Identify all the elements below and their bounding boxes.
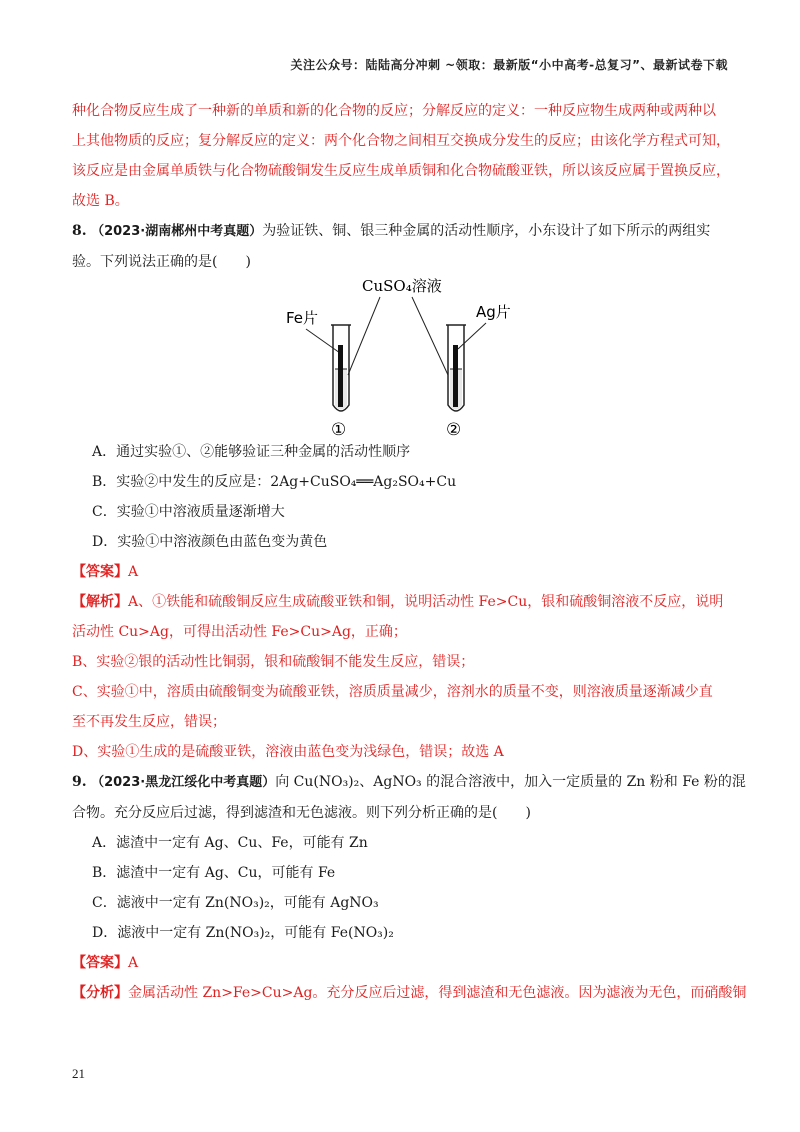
analysis-tag: 【解析】: [72, 594, 128, 610]
option-a: A．滤渣中一定有 Ag、Cu、Fe，可能有 Zn: [92, 835, 368, 851]
leader-line: [306, 329, 340, 353]
intro-line: 该反应是由金属单质铁与化合物硫酸铜发生反应生成单质铜和化合物硫酸亚铁，所以该反应属于置换反应，: [72, 163, 730, 179]
question-number: 9.: [72, 774, 87, 790]
intro-line: 上其他物质的反应；复分解反应的定义：两个化合物之间相互交换成分发生的反应；由该化学方程式可知，: [72, 133, 730, 149]
solution-label: CuSO₄溶液: [362, 277, 442, 295]
option-a: A．通过实验①、②能够验证三种金属的活动性顺序: [92, 444, 411, 460]
option-b: B．滤渣中一定有 Ag、Cu，可能有 Fe: [92, 865, 336, 881]
test-tube-2: [446, 325, 466, 411]
fe-strip: [338, 345, 343, 407]
question-stem: [72, 767, 746, 798]
analysis-line: [72, 978, 747, 1008]
answer-tag: 【答案】: [72, 955, 128, 971]
ag-strip: [453, 345, 458, 407]
analysis-line: D、实验①生成的是硫酸亚铁，溶液由蓝色变为浅绿色，错误；故选 A: [72, 744, 504, 760]
question-stem: [72, 216, 732, 247]
intro-line: 故选 B。: [72, 193, 129, 209]
page-header: 关注公众号：陆陆高分冲刺 ~领取：最新版“小中高考-总复习”、最新试卷下载: [290, 58, 728, 72]
option-c: C．滤液中一定有 Zn(NO₃)₂，可能有 AgNO₃: [92, 895, 379, 911]
ag-label: Ag片: [476, 303, 511, 321]
analysis-line: 活动性 Cu>Ag，可得出活动性 Fe>Cu>Ag，正确；: [72, 624, 407, 640]
analysis-text: 金属活动性 Zn>Fe>Cu>Ag。充分反应后过滤，得到滤渣和无色滤液。因为滤液为无色，而硝酸铜: [128, 985, 747, 1001]
page-number: 21: [72, 1066, 85, 1081]
analysis-line: 至不再发生反应，错误；: [72, 714, 226, 730]
intro-explanation: [72, 96, 732, 216]
question-9: [72, 767, 747, 1008]
answer-value: A: [128, 564, 139, 580]
analysis-line: C、实验①中，溶质由硫酸铜变为硫酸亚铁，溶质质量减少，溶剂水的质量不变，则溶液质量逐渐减少直: [72, 684, 713, 700]
answer-tag: 【答案】: [72, 564, 128, 580]
question-text: 为验证铁、铜、银三种金属的活动性顺序，小东设计了如下所示的两组实: [262, 223, 711, 239]
option-d: D．实验①中溶液颜色由蓝色变为黄色: [92, 534, 328, 550]
question-text: 合物。充分反应后过滤，得到滤渣和无色滤液。则下列分析正确的是( ): [72, 805, 531, 821]
experiment-figure: [72, 277, 732, 437]
question-text: 向 Cu(NO₃)₂、AgNO₃ 的混合溶液中，加入一定质量的 Zn 粉和 Fe 粉的混: [275, 774, 746, 790]
analysis-line: B、实验②银的活动性比铜弱，银和硫酸铜不能发生反应，错误；: [72, 654, 475, 670]
leader-line: [348, 297, 380, 375]
option-d: D．滤液中一定有 Zn(NO₃)₂，可能有 Fe(NO₃)₂: [92, 925, 394, 941]
tube-2-number: ②: [446, 420, 462, 437]
question-source: （2023·湖南郴州中考真题）: [91, 224, 263, 239]
question-8: [72, 216, 732, 767]
answer-value: A: [128, 955, 139, 971]
answer-line: [72, 948, 732, 978]
option-b: B．实验②中发生的反应是：2Ag+CuSO₄══Ag₂SO₄+Cu: [92, 474, 457, 490]
question-source: （2023·黑龙江绥化中考真题）: [91, 775, 276, 790]
test-tubes-diagram: [72, 277, 732, 437]
leader-line: [412, 297, 448, 375]
analysis-tag: 【分析】: [72, 985, 128, 1001]
option-c: C．实验①中溶液质量逐渐增大: [92, 504, 285, 520]
question-text: 验。下列说法正确的是( ): [72, 254, 251, 270]
question-number: 8.: [72, 223, 87, 239]
analysis-line: [72, 587, 732, 617]
test-tube-1: [331, 325, 351, 411]
tube-1-number: ①: [331, 420, 347, 437]
fe-label: Fe片: [286, 309, 319, 327]
analysis-text: A、①铁能和硫酸铜反应生成硫酸亚铁和铜，说明活动性 Fe>Cu，银和硫酸铜溶液不反应，说明: [128, 594, 724, 610]
page-content: [72, 96, 747, 1008]
answer-line: [72, 557, 732, 587]
intro-line: 种化合物反应生成了一种新的单质和新的化合物的反应；分解反应的定义：一种反应物生成两种或两种以: [72, 103, 716, 119]
leader-line: [458, 323, 486, 349]
